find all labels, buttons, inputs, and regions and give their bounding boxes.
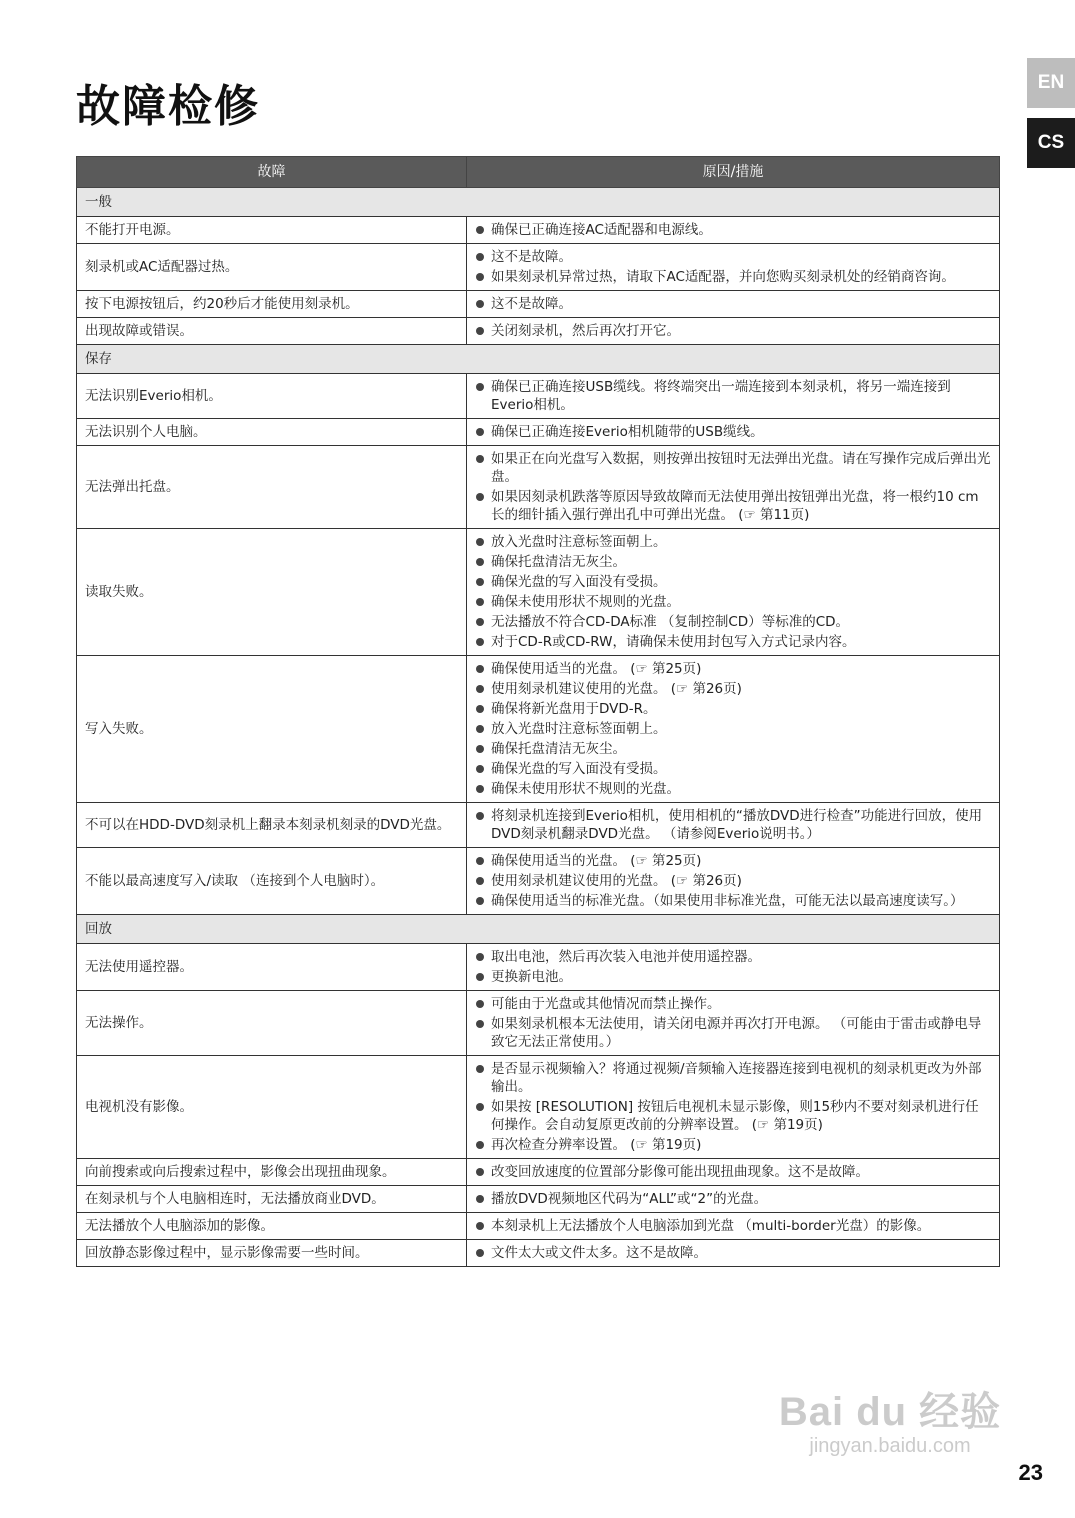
cause-item [475, 268, 991, 286]
cause-text: 是否显示视频输入？将通过视频/音频输入连接器连接到电视机的刻录机更改为外部输出。 [491, 1061, 982, 1095]
table-row [77, 244, 1000, 291]
section-title: 保存 [77, 345, 1000, 374]
watermark-logo: Bai du 经验 jingyan.baidu.com [778, 1390, 1002, 1457]
problem-cell: 读取失败。 [77, 529, 467, 656]
cause-item [475, 740, 991, 758]
bullet-icon [476, 428, 484, 436]
cause-text: 再次检查分辨率设置。 (☞ 第19页) [491, 1137, 702, 1153]
cause-text: 对于CD-R或CD-RW，请确保未使用封包写入方式记录内容。 [491, 634, 856, 650]
bullet-icon [476, 538, 484, 546]
cause-item [475, 488, 991, 524]
cause-text: 这不是故障。 [491, 296, 572, 312]
cause-text: 如果正在向光盘写入数据，则按弹出按钮时无法弹出光盘。请在写操作完成后弹出光盘。 [491, 451, 991, 485]
bullet-icon [476, 253, 484, 261]
cause-item [475, 1217, 991, 1235]
cause-text: 确保使用适当的光盘。 (☞ 第25页) [491, 661, 702, 677]
bullet-icon [476, 383, 484, 391]
problem-cell: 无法弹出托盘。 [77, 446, 467, 529]
cause-item [475, 322, 991, 340]
cause-item [475, 892, 991, 910]
cause-item [475, 1163, 991, 1181]
cause-cell [467, 291, 1000, 318]
bullet-icon [476, 226, 484, 234]
section-title: 回放 [77, 915, 1000, 944]
cause-text: 这不是故障。 [491, 249, 572, 265]
table-row [77, 1186, 1000, 1213]
table-row [77, 291, 1000, 318]
cause-item [475, 760, 991, 778]
lang-tab-en[interactable]: EN [1027, 58, 1075, 108]
bullet-icon [476, 857, 484, 865]
cause-cell [467, 1240, 1000, 1267]
section-title: 一般 [77, 188, 1000, 217]
cause-text: 确保将新光盘用于DVD-R。 [491, 701, 657, 717]
cause-item [475, 1190, 991, 1208]
cause-text: 关闭刻录机，然后再次打开它。 [491, 323, 680, 339]
cause-cell [467, 217, 1000, 244]
bullet-icon [476, 665, 484, 673]
table-row [77, 991, 1000, 1056]
section-row [77, 915, 1000, 944]
problem-cell: 刻录机或AC适配器过热。 [77, 244, 467, 291]
bullet-icon [476, 1000, 484, 1008]
bullet-icon [476, 578, 484, 586]
table-row [77, 803, 1000, 848]
table-row [77, 217, 1000, 244]
section-row [77, 345, 1000, 374]
cause-text: 确保托盘清洁无灰尘。 [491, 554, 626, 570]
bullet-icon [476, 725, 484, 733]
problem-cell: 不能打开电源。 [77, 217, 467, 244]
bullet-icon [476, 638, 484, 646]
cause-item [475, 1244, 991, 1262]
bullet-icon [476, 493, 484, 501]
bullet-icon [476, 558, 484, 566]
cause-text: 将刻录机连接到Everio相机，使用相机的“播放DVD进行检查”功能进行回放，使用DVD刻录机翻录DVD光盘。 （请参阅Everio说明书。） [491, 808, 983, 842]
cause-text: 使用刻录机建议使用的光盘。 (☞ 第26页) [491, 873, 742, 889]
cause-text: 确保光盘的写入面没有受损。 [491, 761, 667, 777]
bullet-icon [476, 765, 484, 773]
cause-item [475, 1136, 991, 1154]
cause-cell [467, 446, 1000, 529]
cause-cell [467, 529, 1000, 656]
troubleshooting-table [76, 156, 1000, 1267]
table-row [77, 944, 1000, 991]
cause-item [475, 633, 991, 651]
cause-text: 如果按 [RESOLUTION] 按钮后电视机未显示影像，则15秒内不要对刻录机进行任何操作。会自动复原更改前的分辨率设置。 (☞ 第19页) [491, 1099, 979, 1133]
table-row [77, 529, 1000, 656]
problem-cell: 出现故障或错误。 [77, 318, 467, 345]
problem-cell: 无法播放个人电脑添加的影像。 [77, 1213, 467, 1240]
bullet-icon [476, 273, 484, 281]
cause-item [475, 533, 991, 551]
header-cause-action: 原因/措施 [467, 157, 1000, 188]
cause-text: 播放DVD视频地区代码为“ALL”或“2”的光盘。 [491, 1191, 768, 1207]
cause-text: 确保使用适当的光盘。 (☞ 第25页) [491, 853, 702, 869]
table-row [77, 446, 1000, 529]
cause-item [475, 720, 991, 738]
cause-cell [467, 991, 1000, 1056]
lang-tab-cs[interactable]: CS [1027, 118, 1075, 168]
cause-text: 确保未使用形状不规则的光盘。 [491, 781, 680, 797]
cause-item [475, 660, 991, 678]
cause-item [475, 780, 991, 798]
problem-cell: 写入失败。 [77, 656, 467, 803]
cause-text: 确保已正确连接AC适配器和电源线。 [491, 222, 712, 238]
cause-text: 确保托盘清洁无灰尘。 [491, 741, 626, 757]
table-row [77, 1159, 1000, 1186]
cause-cell [467, 1159, 1000, 1186]
problem-cell: 无法使用遥控器。 [77, 944, 467, 991]
cause-item [475, 295, 991, 313]
cause-text: 确保未使用形状不规则的光盘。 [491, 594, 680, 610]
cause-item [475, 593, 991, 611]
problem-cell: 电视机没有影像。 [77, 1056, 467, 1159]
cause-text: 使用刻录机建议使用的光盘。 (☞ 第26页) [491, 681, 742, 697]
cause-item [475, 450, 991, 486]
bullet-icon [476, 1249, 484, 1257]
table-row [77, 1213, 1000, 1240]
problem-cell: 无法识别个人电脑。 [77, 419, 467, 446]
bullet-icon [476, 953, 484, 961]
cause-cell [467, 944, 1000, 991]
cause-item [475, 700, 991, 718]
problem-cell: 无法识别Everio相机。 [77, 374, 467, 419]
cause-item [475, 680, 991, 698]
cause-cell [467, 374, 1000, 419]
cause-text: 确保已正确连接USB缆线。将终端突出一端连接到本刻录机，将另一端连接到Everio相机。 [491, 379, 951, 413]
cause-text: 本刻录机上无法播放个人电脑添加到光盘 （multi-border光盘）的影像。 [491, 1218, 931, 1234]
cause-item [475, 852, 991, 870]
cause-item [475, 553, 991, 571]
problem-cell: 不可以在HDD-DVD刻录机上翻录本刻录机刻录的DVD光盘。 [77, 803, 467, 848]
problem-cell: 无法操作。 [77, 991, 467, 1056]
bullet-icon [476, 705, 484, 713]
cause-text: 如果刻录机根本无法使用，请关闭电源并再次打开电源。 （可能由于雷击或静电导致它无法正常使用。） [491, 1016, 982, 1050]
bullet-icon [476, 1222, 484, 1230]
bullet-icon [476, 1141, 484, 1149]
table-row [77, 656, 1000, 803]
bullet-icon [476, 897, 484, 905]
cause-text: 改变回放速度的位置部分影像可能出现扭曲现象。这不是故障。 [491, 1164, 869, 1180]
problem-cell: 向前搜索或向后搜索过程中，影像会出现扭曲现象。 [77, 1159, 467, 1186]
cause-item [475, 1098, 991, 1134]
table-row [77, 1056, 1000, 1159]
cause-item [475, 248, 991, 266]
cause-text: 文件太大或文件太多。这不是故障。 [491, 1245, 707, 1261]
cause-text: 放入光盘时注意标签面朝上。 [491, 534, 667, 550]
bullet-icon [476, 1168, 484, 1176]
table-row [77, 374, 1000, 419]
table-row [77, 848, 1000, 915]
problem-cell: 按下电源按钮后，约20秒后才能使用刻录机。 [77, 291, 467, 318]
section-row [77, 188, 1000, 217]
bullet-icon [476, 455, 484, 463]
bullet-icon [476, 598, 484, 606]
cause-item [475, 378, 991, 414]
bullet-icon [476, 745, 484, 753]
bullet-icon [476, 1065, 484, 1073]
problem-cell: 回放静态影像过程中，显示影像需要一些时间。 [77, 1240, 467, 1267]
table-row [77, 419, 1000, 446]
bullet-icon [476, 1103, 484, 1111]
cause-text: 无法播放不符合CD-DA标准 （复制控制CD）等标准的CD。 [491, 614, 850, 630]
cause-item [475, 807, 991, 843]
page-number: 23 [1018, 1460, 1043, 1485]
bullet-icon [476, 685, 484, 693]
bullet-icon [476, 1195, 484, 1203]
header-problem: 故障 [77, 157, 467, 188]
cause-item [475, 872, 991, 890]
bullet-icon [476, 785, 484, 793]
bullet-icon [476, 300, 484, 308]
cause-text: 确保使用适当的标准光盘。（如果使用非标准光盘，可能无法以最高速度读写。） [491, 893, 964, 909]
cause-text: 如果因刻录机跌落等原因导致故障而无法使用弹出按钮弹出光盘，将一根约10 cm长的细针插入强行弹出孔中可弹出光盘。 (☞ 第11页) [491, 489, 979, 523]
cause-cell [467, 656, 1000, 803]
cause-text: 取出电池，然后再次装入电池并使用遥控器。 [491, 949, 761, 965]
cause-text: 确保已正确连接Everio相机随带的USB缆线。 [491, 424, 764, 440]
table-row [77, 318, 1000, 345]
cause-cell [467, 1056, 1000, 1159]
cause-cell [467, 803, 1000, 848]
table-row [77, 1240, 1000, 1267]
cause-text: 确保光盘的写入面没有受损。 [491, 574, 667, 590]
bullet-icon [476, 877, 484, 885]
cause-text: 更换新电池。 [491, 969, 572, 985]
cause-cell [467, 244, 1000, 291]
cause-item [475, 573, 991, 591]
problem-cell: 在刻录机与个人电脑相连时，无法播放商业DVD。 [77, 1186, 467, 1213]
cause-item [475, 1060, 991, 1096]
cause-cell [467, 419, 1000, 446]
cause-text: 可能由于光盘或其他情况而禁止操作。 [491, 996, 721, 1012]
cause-item [475, 221, 991, 239]
cause-cell [467, 848, 1000, 915]
problem-cell: 不能以最高速度写入/读取 （连接到个人电脑时）。 [77, 848, 467, 915]
cause-cell [467, 1186, 1000, 1213]
bullet-icon [476, 1020, 484, 1028]
cause-text: 放入光盘时注意标签面朝上。 [491, 721, 667, 737]
cause-cell [467, 318, 1000, 345]
cause-item [475, 1015, 991, 1051]
cause-item [475, 613, 991, 631]
cause-item [475, 948, 991, 966]
cause-text: 如果刻录机异常过热，请取下AC适配器，并向您购买刻录机处的经销商咨询。 [491, 269, 955, 285]
bullet-icon [476, 812, 484, 820]
bullet-icon [476, 973, 484, 981]
cause-item [475, 423, 991, 441]
cause-cell [467, 1213, 1000, 1240]
bullet-icon [476, 618, 484, 626]
bullet-icon [476, 327, 484, 335]
page-title: 故障检修 [76, 81, 260, 132]
cause-item [475, 995, 991, 1013]
cause-item [475, 968, 991, 986]
